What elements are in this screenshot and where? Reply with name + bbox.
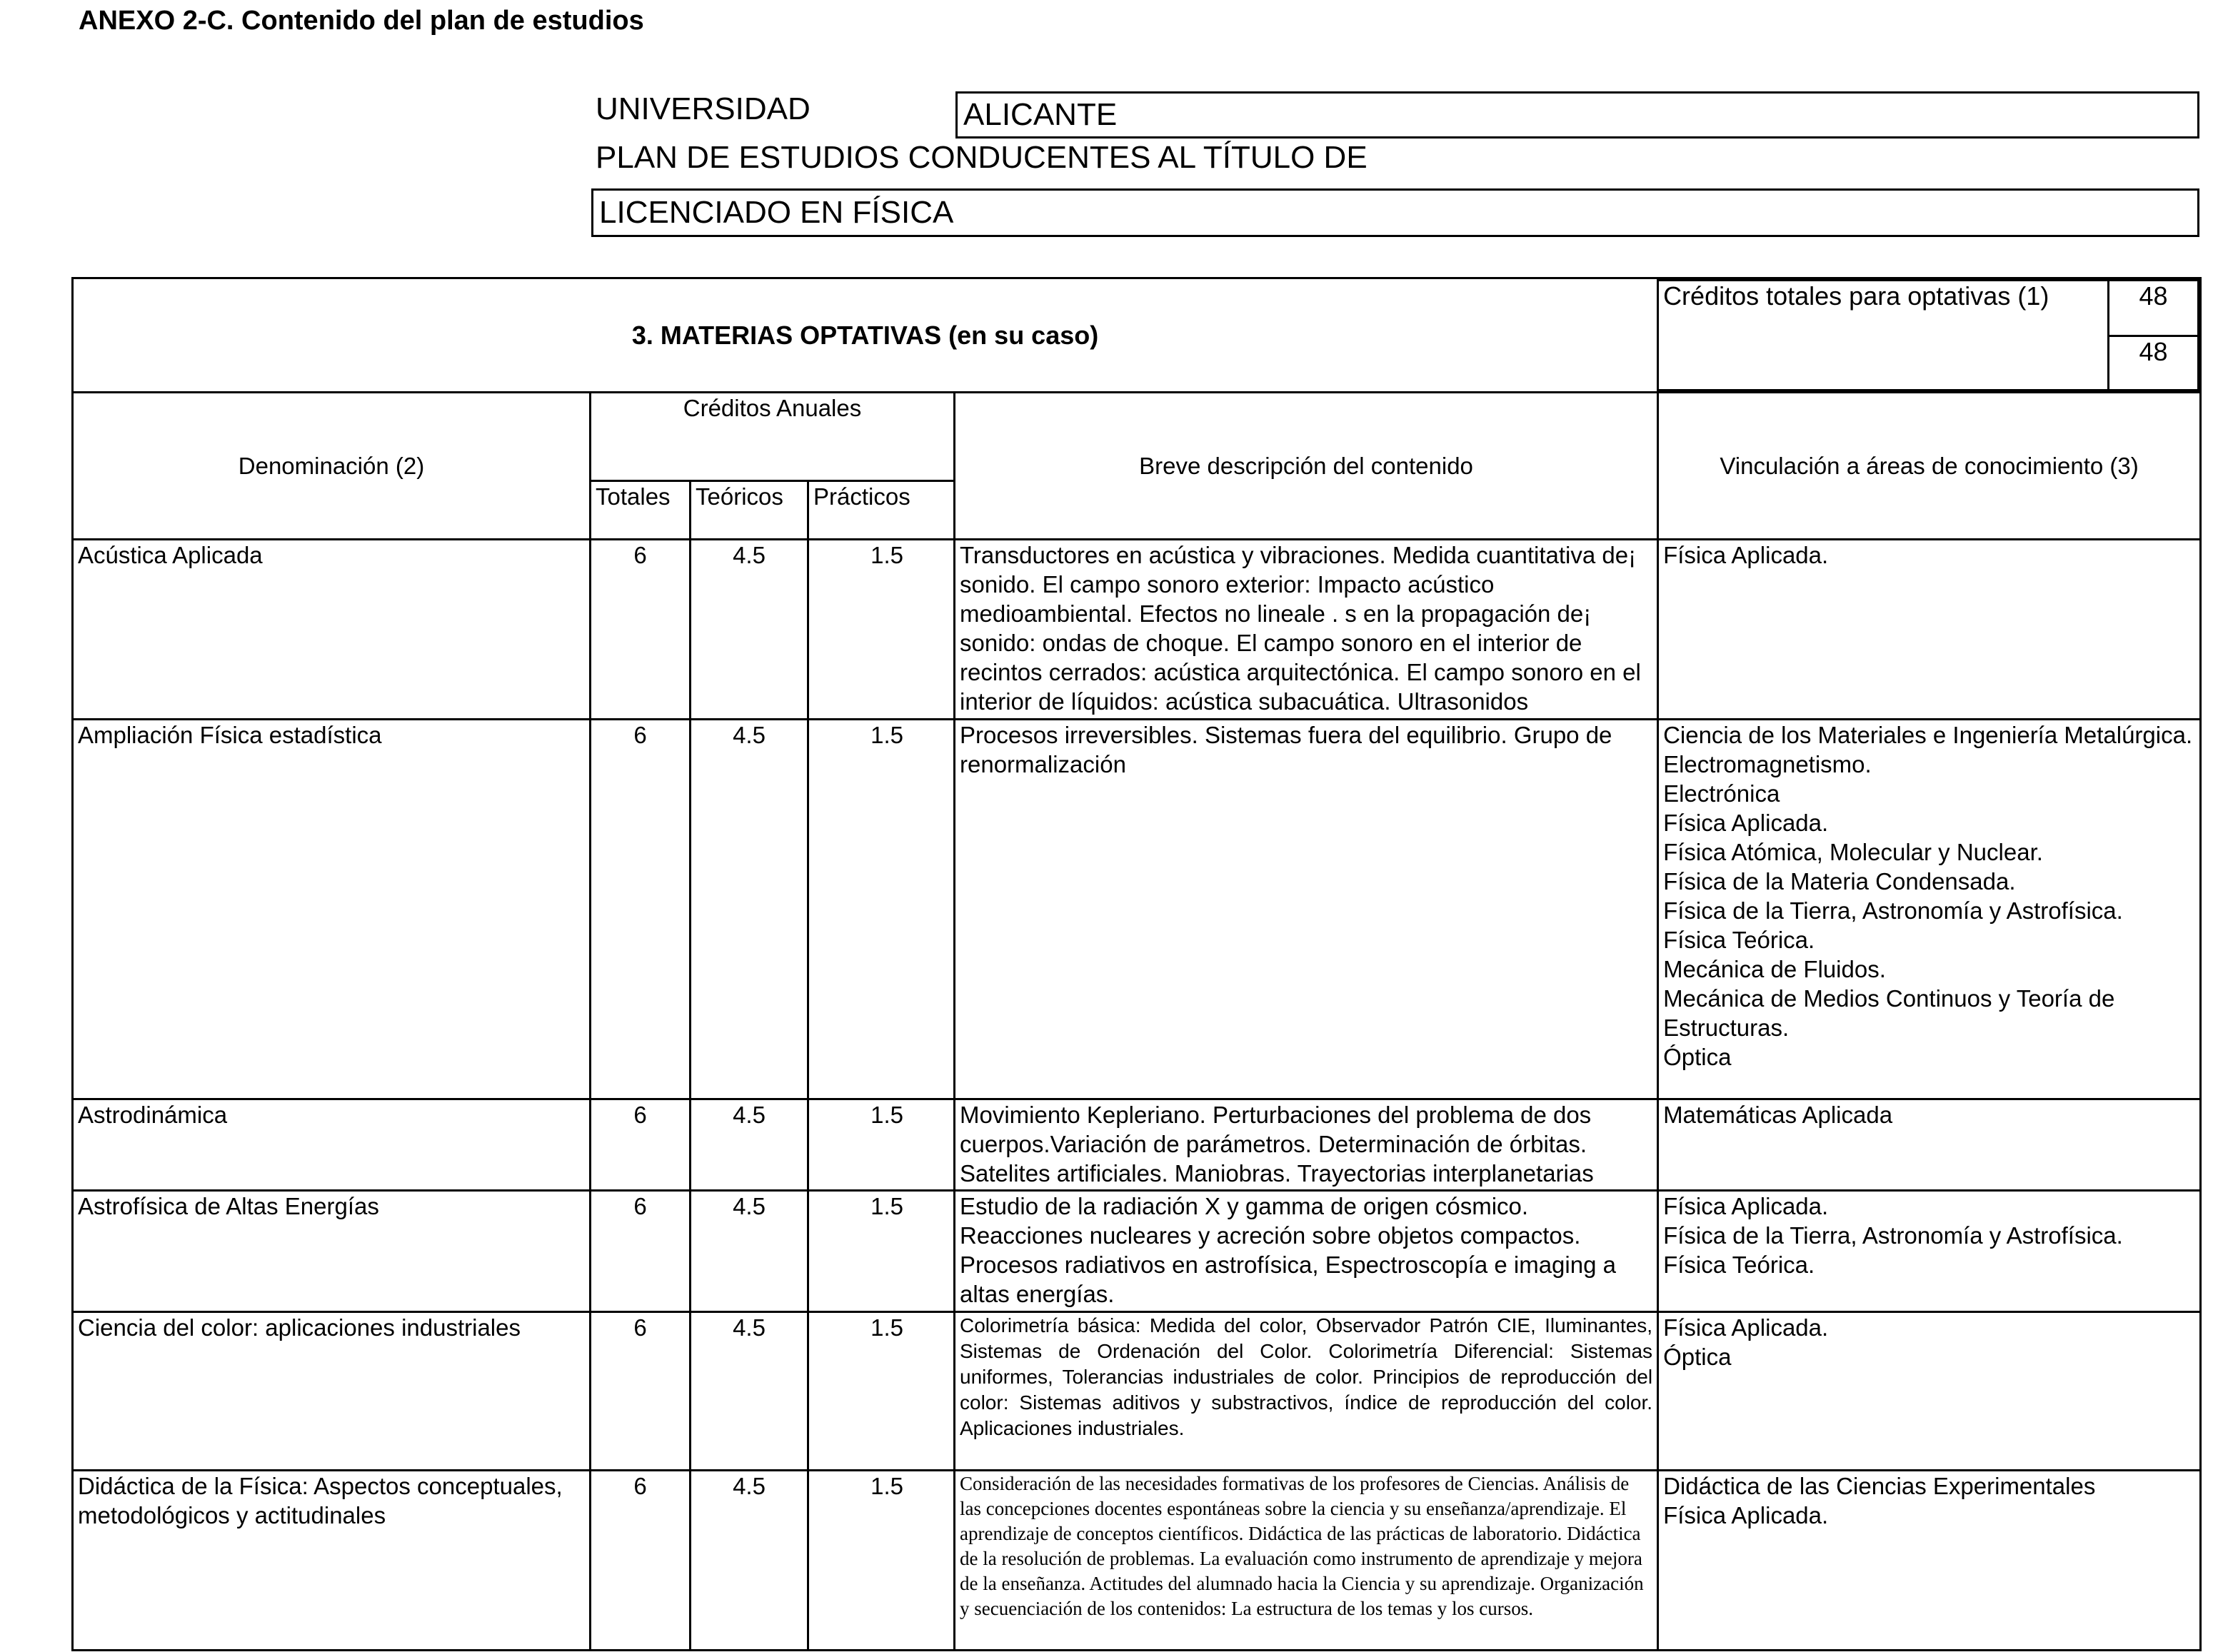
- areas-cell: [1658, 540, 2201, 720]
- practicos-cell: 1.5: [808, 1099, 955, 1191]
- table-row: [73, 720, 2201, 1099]
- area-item: Física Aplicada.: [1663, 542, 1829, 568]
- document-heading: ANEXO 2-C. Contenido del plan de estudios: [79, 6, 644, 36]
- universidad-value-box: ALICANTE: [955, 91, 2199, 138]
- denominacion-cell: Ampliación Física estadística: [73, 720, 591, 1099]
- areas-cell: [1658, 1471, 2201, 1651]
- table-row: [73, 1191, 2201, 1312]
- totales-cell: 6: [591, 1191, 691, 1312]
- creditos-totales-value: 48: [2109, 281, 2199, 336]
- areas-cell: [1658, 1099, 2201, 1191]
- area-item: Física Aplicada.: [1663, 810, 1829, 836]
- area-item: Física Aplicada.: [1663, 1502, 1829, 1528]
- area-item: Óptica: [1663, 1044, 1732, 1070]
- header-descripcion: Breve descripción del contenido: [955, 393, 1658, 540]
- table-row: [73, 1471, 2201, 1651]
- totales-cell: 6: [591, 1471, 691, 1651]
- practicos-cell: 1.5: [808, 1312, 955, 1471]
- denominacion-cell: Astrodinámica: [73, 1099, 591, 1191]
- teoricos-cell: 4.5: [691, 1312, 808, 1471]
- area-item: Física Aplicada.: [1663, 1193, 1829, 1219]
- descripcion-cell: Colorimetría básica: Medida del color, Observador Patrón CIE, Iluminantes, Sistemas de Ordenación del Color. Colorimetría Diferencial: Sistemas uniformes, Tolerancias industriales de color. Principios de reproducción del color: Sistemas aditivos y substractivos, índice de reproducción del color. Aplicaciones industriales.: [955, 1312, 1658, 1471]
- header-row: [73, 393, 2201, 481]
- table-row: [73, 1099, 2201, 1191]
- header-creditos-anuales: Créditos Anuales: [591, 393, 955, 481]
- teoricos-cell: 4.5: [691, 720, 808, 1099]
- section-title: 3. MATERIAS OPTATIVAS (en su caso): [73, 278, 1658, 393]
- area-item: Electrónica: [1663, 780, 1780, 807]
- denominacion-cell: Ciencia del color: aplicaciones industriales: [73, 1312, 591, 1471]
- totales-cell: 6: [591, 720, 691, 1099]
- area-item: Electromagnetismo.: [1663, 751, 1872, 777]
- denominacion-cell: Astrofísica de Altas Energías: [73, 1191, 591, 1312]
- practicos-cell: 1.5: [808, 540, 955, 720]
- teoricos-cell: 4.5: [691, 1471, 808, 1651]
- areas-cell: [1658, 1191, 2201, 1312]
- creditos-totales-cell: [1658, 278, 2201, 393]
- area-item: Física de la Tierra, Astronomía y Astrofísica.: [1663, 1222, 2123, 1249]
- descripcion-cell: Procesos irreversibles. Sistemas fuera del equilibrio. Grupo de renormalización: [955, 720, 1658, 1099]
- totales-cell: 6: [591, 1312, 691, 1471]
- universidad-label: UNIVERSIDAD: [596, 91, 811, 126]
- area-item: Óptica: [1663, 1344, 1732, 1370]
- titulo-value-box: LICENCIADO EN FÍSICA: [591, 188, 2199, 237]
- area-item: Física de la Materia Condensada.: [1663, 868, 2016, 895]
- totales-cell: 6: [591, 540, 691, 720]
- totales-cell: 6: [591, 1099, 691, 1191]
- area-item: Ciencia de los Materiales e Ingeniería Metalúrgica.: [1663, 722, 2193, 748]
- area-item: Física Atómica, Molecular y Nuclear.: [1663, 839, 2043, 865]
- practicos-cell: 1.5: [808, 1471, 955, 1651]
- area-item: Didáctica de las Ciencias Experimentales: [1663, 1473, 2096, 1499]
- header-teoricos: Teóricos: [691, 481, 808, 540]
- area-item: Matemáticas Aplicada: [1663, 1102, 1893, 1128]
- area-item: Física Aplicada.: [1663, 1314, 1829, 1341]
- teoricos-cell: 4.5: [691, 540, 808, 720]
- teoricos-cell: 4.5: [691, 1191, 808, 1312]
- header-vinculacion: Vinculación a áreas de conocimiento (3): [1658, 393, 2201, 540]
- descripcion-cell: Transductores en acústica y vibraciones. Medida cuantitativa de¡ sonido. El campo sonoro exterior: Impacto acústico medioambiental. Efectos no lineale . s en la propagación de¡ sonido: ondas de choque. El campo sonoro en el interior de recintos cerrados: acústica arquitectónica. El campo sonoro en el interior de líquidos: acústica subacuática. Ultrasonidos: [955, 540, 1658, 720]
- creditos-totales-value: 48: [2109, 336, 2199, 391]
- table-row: [73, 540, 2201, 720]
- area-item: Física Teórica.: [1663, 927, 1815, 953]
- area-item: Física Teórica.: [1663, 1251, 1815, 1278]
- practicos-cell: 1.5: [808, 1191, 955, 1312]
- areas-cell: [1658, 720, 2201, 1099]
- denominacion-cell: Acústica Aplicada: [73, 540, 591, 720]
- teoricos-cell: 4.5: [691, 1099, 808, 1191]
- area-item: Física de la Tierra, Astronomía y Astrofísica.: [1663, 897, 2123, 924]
- area-item: Mecánica de Medios Continuos y Teoría de Estructuras.: [1663, 985, 2115, 1041]
- creditos-totales-label: Créditos totales para optativas (1): [1659, 281, 2109, 391]
- area-item: Mecánica de Fluidos.: [1663, 956, 1886, 982]
- descripcion-cell: Estudio de la radiación X y gamma de origen cósmico. Reacciones nucleares y acreción sobre objetos compactos. Procesos radiativos en astrofísica, Espectroscopía e imaging a altas energías.: [955, 1191, 1658, 1312]
- practicos-cell: 1.5: [808, 720, 955, 1099]
- table-title-row: [73, 278, 2201, 393]
- header-practicos: Prácticos: [808, 481, 955, 540]
- descripcion-cell: Movimiento Kepleriano. Perturbaciones del problema de dos cuerpos.Variación de parámetros. Determinación de órbitas. Satelites artificiales. Maniobras. Trayectorias interplanetarias: [955, 1099, 1658, 1191]
- denominacion-cell: Didáctica de la Física: Aspectos conceptuales, metodológicos y actitudinales: [73, 1471, 591, 1651]
- table-row: [73, 1312, 2201, 1471]
- plan-label: PLAN DE ESTUDIOS CONDUCENTES AL TÍTULO DE: [596, 140, 1368, 175]
- areas-cell: [1658, 1312, 2201, 1471]
- header-totales: Totales: [591, 481, 691, 540]
- descripcion-cell: Consideración de las necesidades formativas de los profesores de Ciencias. Análisis de las concepciones docentes espontáneas sobre la ciencia y su enseñanza/aprendizaje. El aprendizaje de conceptos científicos. Didáctica de las prácticas de laboratorio. Didáctica de la resolución de problemas. La evaluación como instrumento de aprendizaje y mejora de la enseñanza. Actitudes del alumnado hacia la Ciencia y su aprendizaje. Organización y secuenciación de los contenidos: La estructura de los temas y los cursos.: [955, 1471, 1658, 1651]
- optativas-table: [71, 277, 2202, 1651]
- header-denominacion: Denominación (2): [73, 393, 591, 540]
